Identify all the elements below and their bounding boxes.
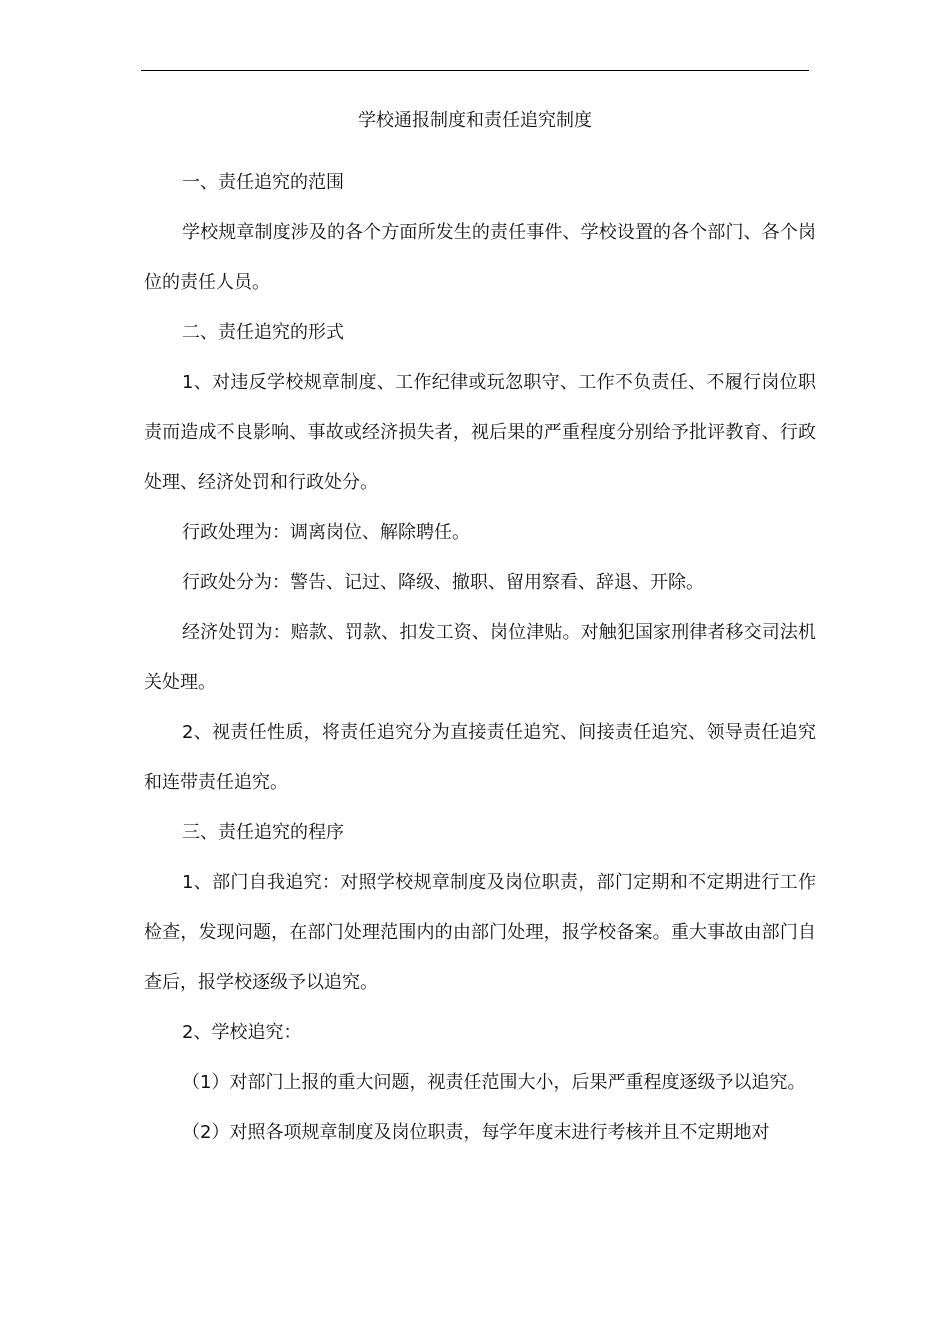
paragraph-scope: 学校规章制度涉及的各个方面所发生的责任事件、学校设置的各个部门、各个岗位的责任人员。 [144, 222, 816, 293]
document-body [144, 158, 816, 1158]
paragraph-admin-handling: 行政处理为：调离岗位、解除聘任。 [182, 522, 470, 543]
paragraph-procedure-2: 2、学校追究： [182, 1022, 302, 1043]
paragraph-procedure-1: 1、部门自我追究：对照学校规章制度及岗位职责，部门定期和不定期进行工作检查，发现问题，在部门处理范围内的由部门处理，报学校备案。重大事故由部门自查后，报学校逐级予以追究。 [144, 872, 816, 993]
document-title: 学校通报制度和责任追究制度 [358, 110, 592, 131]
section-heading-procedure: 三、责任追究的程序 [182, 822, 344, 843]
paragraph-procedure-2-1: （1）对部门上报的重大问题，视责任范围大小，后果严重程度逐级予以追究。 [182, 1072, 806, 1093]
paragraph-forms-1: 1、对违反学校规章制度、工作纪律或玩忽职守、工作不负责任、不履行岗位职责而造成不良影响、事故或经济损失者，视后果的严重程度分别给予批评教育、行政处理、经济处罚和行政处分。 [144, 372, 816, 493]
header-rule [141, 70, 809, 71]
section-heading-forms: 二、责任追究的形式 [182, 322, 344, 343]
section-heading-scope: 一、责任追究的范围 [182, 172, 344, 193]
paragraph-procedure-2-2: （2）对照各项规章制度及岗位职责，每学年度末进行考核并且不定期地对 [182, 1122, 770, 1143]
paragraph-forms-2: 2、视责任性质，将责任追究分为直接责任追究、间接责任追究、领导责任追究和连带责任追究。 [144, 722, 816, 793]
paragraph-admin-sanction: 行政处分为：警告、记过、降级、撤职、留用察看、辞退、开除。 [182, 572, 704, 593]
paragraph-economic-penalty: 经济处罚为：赔款、罚款、扣发工资、岗位津贴。对触犯国家刑律者移交司法机关处理。 [144, 622, 816, 693]
